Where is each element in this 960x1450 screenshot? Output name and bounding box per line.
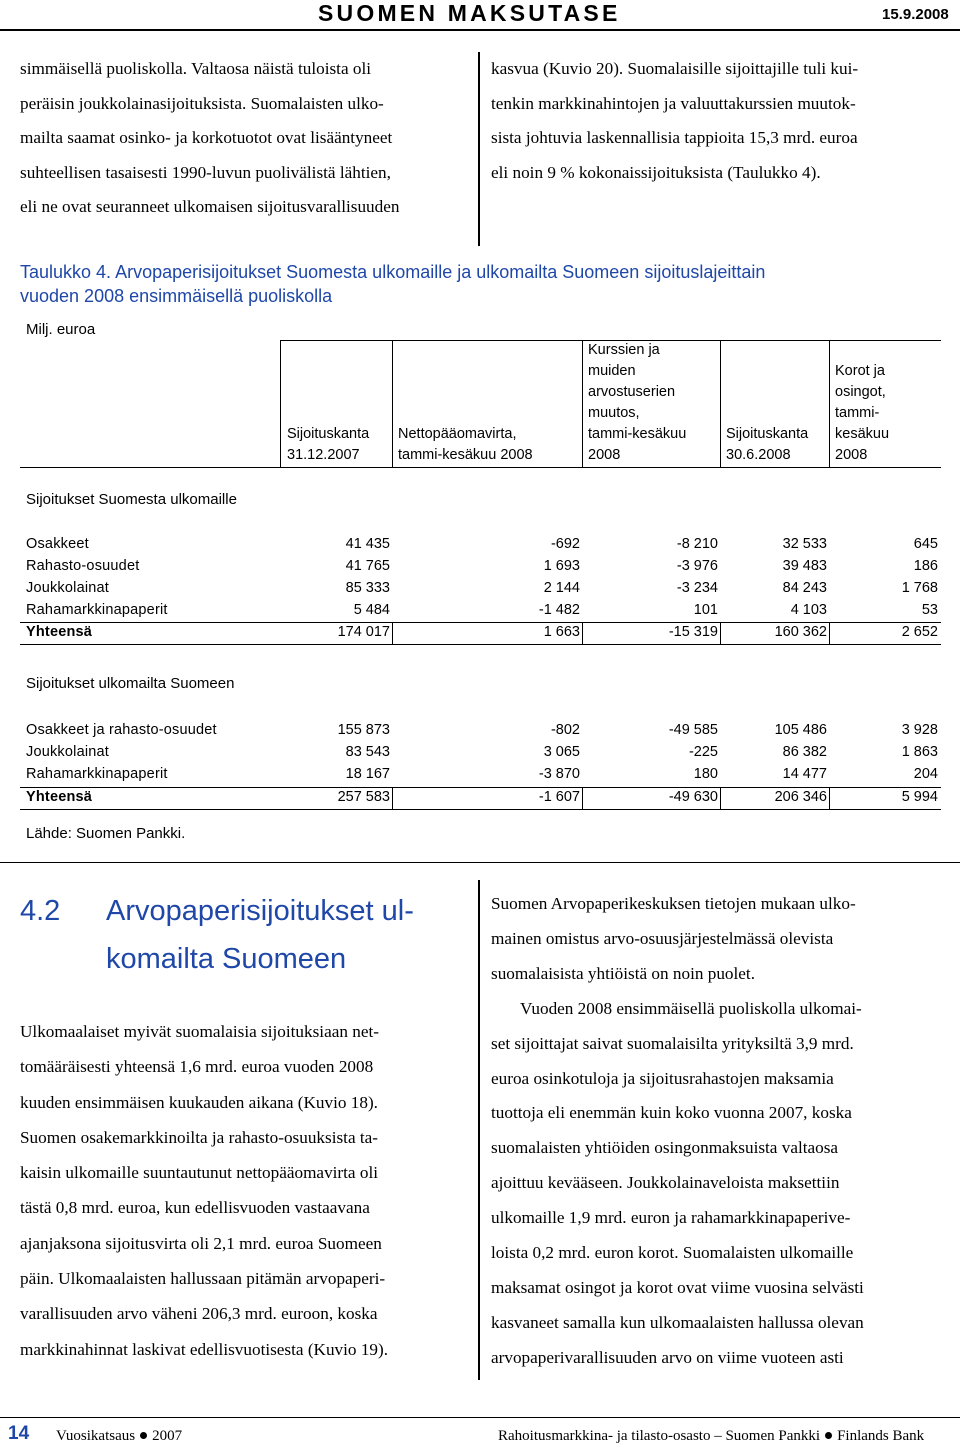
table-row — [20, 578, 941, 600]
text-line: ajanjaksona sijoitusvirta oli 2,1 mrd. euroa Suomeen — [20, 1233, 382, 1253]
cell-value: 1 663 — [543, 624, 580, 640]
column-header-line: arvostuserien — [588, 384, 676, 400]
bullet-icon — [140, 1432, 147, 1439]
row-label: Rahamarkkinapaperit — [26, 602, 168, 618]
column-separator — [720, 341, 721, 467]
text-line: mailta saamat osinko- ja korkotuotot ovat lisääntyneet — [20, 128, 393, 147]
column-header-line: tammi-kesäkuu — [588, 426, 687, 442]
text-line: eli noin 9 % kokonaissijoituksista (Taulukko 4). — [491, 162, 821, 182]
cell-value: 41 435 — [345, 536, 390, 552]
cell-value: 1 768 — [901, 580, 938, 596]
row-label: Rahamarkkinapaperit — [26, 766, 168, 782]
text-line: kasvaneet samalla kun ulkomaalaisten hallussa olevan — [491, 1312, 864, 1332]
column-header-line: tammi-kesäkuu 2008 — [398, 447, 533, 463]
table-total-row — [20, 622, 941, 644]
row-label: Joukkolainat — [26, 744, 110, 760]
cell-value: 84 243 — [782, 580, 827, 596]
total-bottom-rule — [20, 809, 941, 810]
total-bottom-rule — [20, 644, 941, 645]
cell-value: -802 — [550, 722, 580, 738]
cell-value: 32 533 — [782, 536, 827, 552]
column-divider — [478, 880, 480, 1380]
cell-value: 39 483 — [782, 558, 827, 574]
cell-value: -3 870 — [538, 766, 580, 782]
text-line: euroa osinkotuloja ja sijoitusrahastojen maksamia — [491, 1068, 834, 1088]
cell-value: 2 652 — [901, 624, 938, 640]
column-separator — [392, 341, 393, 467]
total-cell-divider — [582, 787, 583, 809]
total-cell-divider — [829, 787, 830, 809]
text-line: arvopaperivarallisuuden arvo on viime vuoteen asti — [491, 1347, 844, 1367]
column-header-line: kesäkuu — [835, 426, 890, 442]
cell-value: 257 583 — [337, 789, 390, 805]
column-header-valuation-changes — [588, 340, 686, 466]
text-line: tenkin markkinahintojen ja valuuttakurssien muutok- — [491, 93, 856, 113]
section-heading — [106, 893, 414, 977]
column-header-line: Nettopääomavirta, — [398, 426, 517, 442]
cell-value: 3 928 — [901, 722, 938, 738]
table-section-title: Sijoitukset ulkomailta Suomeen — [26, 675, 235, 692]
text-line: set sijoittajat saivat suomalaisilta yrityksiltä 3,9 mrd. — [491, 1033, 854, 1053]
table-row — [20, 556, 941, 578]
cell-value: 1 693 — [543, 558, 580, 574]
total-cell-divider — [392, 787, 393, 809]
cell-value: 105 486 — [774, 722, 827, 738]
cell-value: -225 — [688, 744, 718, 760]
column-header-stock-2008 — [726, 424, 808, 466]
column-separator — [582, 341, 583, 467]
row-label: Osakkeet ja rahasto-osuudet — [26, 722, 217, 738]
footer-text: Finlands Bank — [837, 1428, 925, 1444]
cell-value: -3 234 — [676, 580, 718, 596]
cell-value: 180 — [693, 766, 718, 782]
table-section-title: Sijoitukset Suomesta ulkomaille — [26, 491, 237, 508]
footer-text: 2007 — [152, 1428, 183, 1444]
column-header-line: 30.6.2008 — [726, 447, 791, 463]
cell-value: 101 — [693, 602, 718, 618]
text-line: mainen omistus arvo-osuusjärjestelmässä olevista — [491, 928, 834, 948]
table-caption — [20, 260, 940, 308]
text-line: Vuoden 2008 ensimmäisellä puoliskolla ulkomai- — [520, 998, 862, 1018]
total-cell-divider — [720, 787, 721, 809]
total-cell-divider — [829, 622, 830, 644]
column-header-line: osingot, — [835, 384, 886, 400]
heading-line: Arvopaperisijoitukset ul- — [106, 895, 414, 927]
text-line: tuottoja eli enemmän kuin koko vuonna 2007, koska — [491, 1103, 852, 1123]
total-cell-divider — [582, 622, 583, 644]
cell-value: -692 — [550, 536, 580, 552]
table-row — [20, 742, 941, 764]
top-left-paragraph — [20, 52, 475, 225]
cell-value: -15 319 — [668, 624, 718, 640]
cell-value: 41 765 — [345, 558, 390, 574]
column-header-line: muutos, — [588, 405, 640, 421]
header-rule — [0, 29, 960, 31]
text-line: kaisin ulkomaille suuntautunut nettopääomavirta oli — [20, 1163, 379, 1183]
cell-value: 2 144 — [543, 580, 580, 596]
bottom-left-paragraph — [20, 1014, 475, 1367]
total-cell-divider — [720, 622, 721, 644]
text-line: maksamat osingot ja korot ovat viime vuosina selvästi — [491, 1277, 864, 1297]
table-row — [20, 534, 941, 556]
text-line: suomalaisten yhtiöiden osingonmaksuista valtaosa — [491, 1138, 839, 1158]
text-line: ulkomaille 1,9 mrd. euron ja rahamarkkinapaperive- — [491, 1208, 851, 1228]
cell-value: -49 630 — [668, 789, 718, 805]
cell-value: 1 863 — [901, 744, 938, 760]
table-units: Milj. euroa — [26, 321, 96, 338]
cell-value: 83 543 — [345, 744, 390, 760]
row-label: Rahasto-osuudet — [26, 558, 140, 574]
cell-value: -49 585 — [668, 722, 718, 738]
cell-value: -3 976 — [676, 558, 718, 574]
text-line: tomääräisesti yhteensä 1,6 mrd. euroa vuoden 2008 — [20, 1057, 374, 1077]
column-header-line: tammi- — [835, 405, 880, 421]
cell-value: 86 382 — [782, 744, 827, 760]
column-header-interest-dividends — [835, 361, 889, 466]
footer-department: Rahoitusmarkkina- ja tilasto-osasto – Suomen Pankki Finlands Bank — [498, 1428, 925, 1444]
column-header-stock-2007 — [287, 424, 369, 466]
cell-value: 18 167 — [345, 766, 390, 782]
row-label: Yhteensä — [26, 624, 93, 640]
footer-publication — [56, 1426, 182, 1446]
cell-value: 85 333 — [345, 580, 390, 596]
cell-value: 174 017 — [337, 624, 390, 640]
footer-text: Vuosikatsaus — [56, 1428, 136, 1444]
table-header-rule — [20, 467, 941, 468]
caption-line: Taulukko 4. Arvopaperisijoitukset Suomesta ulkomaille ja ulkomailta Suomeen sijoituslajeittain — [20, 262, 766, 282]
cell-value: 5 994 — [901, 789, 938, 805]
footer-text: Rahoitusmarkkina- ja tilasto-osasto — [498, 1428, 711, 1444]
text-line: simmäisellä puoliskolla. Valtaosa näistä tuloista oli — [20, 59, 372, 78]
column-separator — [829, 341, 830, 467]
text-line: Suomen Arvopaperikeskuksen tietojen mukaan ulko- — [491, 894, 856, 913]
column-header-line: Kurssien ja — [588, 342, 660, 358]
text-line: ajoittuu kevääseen. Joukkolainaveloista maksettiin — [491, 1173, 840, 1193]
cell-value: 186 — [913, 558, 938, 574]
column-header-line: muiden — [588, 363, 636, 379]
column-header-line: 31.12.2007 — [287, 447, 360, 463]
text-line: päin. Ulkomaalaisten hallussaan pitämän arvopaperi- — [20, 1269, 386, 1289]
cell-value: 5 484 — [353, 602, 390, 618]
bottom-right-paragraph — [491, 887, 951, 1376]
cell-value: 53 — [921, 602, 938, 618]
top-right-paragraph — [491, 52, 946, 190]
cell-value: 14 477 — [782, 766, 827, 782]
column-divider — [478, 52, 480, 246]
cell-value: -8 210 — [676, 536, 718, 552]
column-header-net-flow — [398, 424, 533, 466]
text-line: loista 0,2 mrd. euron korot. Suomalaisten ulkomaille — [491, 1243, 854, 1263]
text-line: tästä 0,8 mrd. euroa, kun edellisvuoden vastaavana — [20, 1198, 370, 1218]
text-line: kuuden ensimmäisen kuukauden aikana (Kuvio 18). — [20, 1092, 378, 1112]
table-row — [20, 720, 941, 742]
text-line: varallisuuden arvo väheni 206,3 mrd. euroon, koska — [20, 1304, 378, 1324]
row-label: Joukkolainat — [26, 580, 110, 596]
cell-value: 155 873 — [337, 722, 390, 738]
section-rule — [0, 862, 960, 863]
text-line: Suomen osakemarkkinoilta ja rahasto-osuuksista ta- — [20, 1127, 378, 1147]
table-row — [20, 600, 941, 622]
text-line: peräisin joukkolainasijoituksista. Suomalaisten ulko- — [20, 93, 384, 113]
total-cell-divider — [392, 622, 393, 644]
bullet-icon — [825, 1432, 832, 1439]
row-label: Yhteensä — [26, 789, 93, 805]
column-header-line: 2008 — [588, 447, 621, 463]
running-header-title: SUOMEN MAKSUTASE — [318, 0, 621, 26]
text-line: sista johtuvia laskennallisia tappioita 15,3 mrd. euroa — [491, 128, 858, 147]
cell-value: 206 346 — [774, 789, 827, 805]
cell-value: -1 482 — [538, 602, 580, 618]
column-separator — [280, 341, 281, 467]
column-header-line: Sijoituskanta — [287, 426, 370, 442]
column-header-line: Korot ja — [835, 363, 885, 379]
table-total-row — [20, 787, 941, 809]
column-header-line: 2008 — [835, 447, 868, 463]
cell-value: 204 — [913, 766, 938, 782]
column-header-line: Sijoituskanta — [726, 426, 809, 442]
text-line: Ulkomaalaiset myivät suomalaisia sijoituksiaan net- — [20, 1022, 379, 1041]
section-number: 4.2 — [20, 895, 61, 927]
running-header-date: 15.9.2008 — [882, 6, 949, 23]
text-line: kasvua (Kuvio 20). Suomalaisille sijoittajille tuli kui- — [491, 59, 859, 78]
text-line: suomalaisista yhtiöistä on noin puolet. — [491, 963, 755, 983]
text-line: suhteellisen tasaisesti 1990-luvun puolivälistä lähtien, — [20, 162, 391, 182]
cell-value: -1 607 — [538, 789, 580, 805]
footer-text: Suomen Pankki — [725, 1428, 821, 1444]
heading-line: komailta Suomeen — [106, 943, 347, 975]
footer-rule — [0, 1417, 960, 1418]
text-line: markkinahinnat laskivat edellisvuotisesta (Kuvio 19). — [20, 1339, 389, 1359]
cell-value: 160 362 — [774, 624, 827, 640]
page-number: 14 — [8, 1423, 30, 1444]
cell-value: 645 — [913, 536, 938, 552]
text-line: eli ne ovat seuranneet ulkomaisen sijoitusvarallisuuden — [20, 197, 400, 216]
cell-value: 4 103 — [790, 602, 827, 618]
cell-value: 3 065 — [543, 744, 580, 760]
caption-line: vuoden 2008 ensimmäisellä puoliskolla — [20, 286, 333, 306]
table-row — [20, 764, 941, 786]
table-source-note: Lähde: Suomen Pankki. — [26, 825, 186, 842]
row-label: Osakkeet — [26, 536, 89, 552]
